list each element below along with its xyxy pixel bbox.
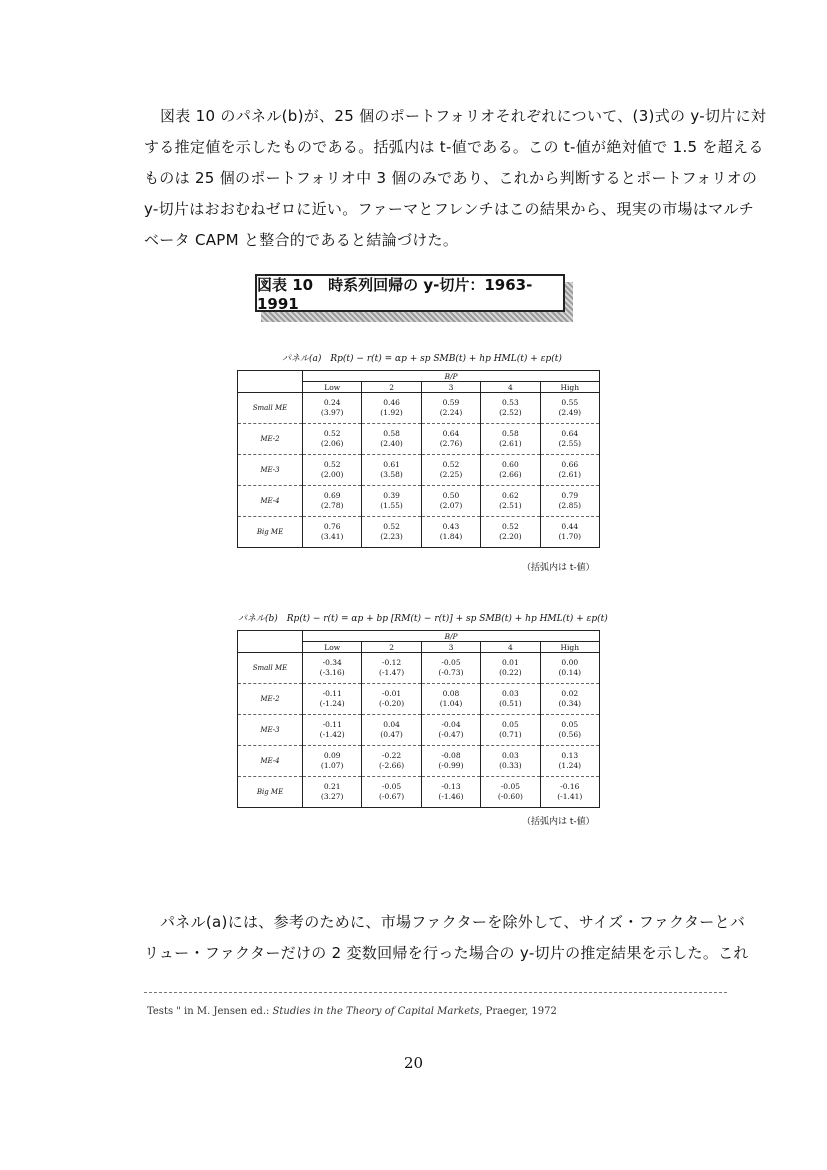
estimate-value: -0.22 bbox=[381, 751, 402, 760]
table-cell bbox=[362, 777, 421, 808]
corner-cell bbox=[238, 371, 303, 393]
t-value: (3.41) bbox=[320, 532, 344, 541]
estimate-value: 0.24 bbox=[323, 398, 341, 407]
table-row bbox=[238, 653, 600, 684]
t-value: (-1.42) bbox=[319, 730, 345, 739]
table-cell bbox=[540, 777, 599, 808]
column-header: Low bbox=[303, 642, 362, 653]
table-cell bbox=[303, 455, 362, 486]
table-cell bbox=[303, 746, 362, 777]
table-cell bbox=[362, 517, 421, 548]
estimate-value: 0.59 bbox=[442, 398, 460, 407]
estimate-value: 0.52 bbox=[323, 429, 341, 438]
table-cell bbox=[421, 746, 480, 777]
estimate-value: 0.39 bbox=[383, 491, 400, 500]
estimate-value: -0.01 bbox=[381, 689, 402, 698]
table-cell bbox=[481, 684, 540, 715]
estimate-value: 0.76 bbox=[323, 522, 341, 531]
row-label: ME-4 bbox=[238, 746, 303, 777]
t-value: (-1.47) bbox=[379, 668, 405, 677]
table-cell bbox=[421, 777, 480, 808]
paragraph-line: ベータ CAPM と整合的であると結論づけた。 bbox=[144, 231, 459, 249]
estimate-value: 0.44 bbox=[561, 522, 579, 531]
estimate-value: 0.52 bbox=[442, 460, 460, 469]
table-row bbox=[238, 715, 600, 746]
table-cell bbox=[362, 455, 421, 486]
row-label: Small ME bbox=[238, 653, 303, 684]
estimate-value: 0.66 bbox=[561, 460, 579, 469]
t-value: (-2.66) bbox=[379, 761, 405, 770]
table-cell bbox=[540, 684, 599, 715]
panel-a-table bbox=[237, 370, 600, 548]
estimate-value: -0.11 bbox=[322, 689, 342, 698]
table-cell bbox=[303, 393, 362, 424]
table-cell bbox=[303, 486, 362, 517]
t-value: (0.56) bbox=[558, 730, 582, 739]
row-label: Big ME bbox=[238, 517, 303, 548]
table-cell bbox=[421, 455, 480, 486]
table-cell bbox=[303, 684, 362, 715]
estimate-value: 0.52 bbox=[323, 460, 341, 469]
table-cell bbox=[362, 393, 421, 424]
t-value: (0.51) bbox=[499, 699, 522, 708]
t-value: (1.70) bbox=[558, 532, 582, 541]
table-cell bbox=[540, 746, 599, 777]
estimate-value: 0.00 bbox=[561, 658, 579, 667]
panel-b-table bbox=[237, 630, 600, 808]
t-value: (-0.73) bbox=[438, 668, 464, 677]
paragraph-line: 図表 10 のパネル(b)が、25 個のポートフォリオそれぞれについて、(3)式の y-切片に対 bbox=[160, 107, 767, 125]
table-cell bbox=[421, 653, 480, 684]
bottom-paragraph bbox=[144, 907, 749, 969]
estimate-value: 0.21 bbox=[323, 782, 341, 791]
estimate-value: 0.60 bbox=[502, 460, 519, 469]
paragraph-line: リュー・ファクターだけの 2 変数回帰を行った場合の y-切片の推定結果を示した。これ bbox=[144, 944, 749, 962]
table-row bbox=[238, 393, 600, 424]
table-row bbox=[238, 486, 600, 517]
estimate-value: 0.53 bbox=[502, 398, 519, 407]
table-cell bbox=[421, 486, 480, 517]
panel-a-note: （括弧内は t-値） bbox=[522, 563, 595, 573]
table-row bbox=[238, 455, 600, 486]
table-cell bbox=[481, 517, 540, 548]
t-value: (2.55) bbox=[558, 439, 582, 448]
estimate-value: 0.01 bbox=[502, 658, 519, 667]
t-value: (0.71) bbox=[499, 730, 522, 739]
table-cell bbox=[540, 653, 599, 684]
t-value: (-0.60) bbox=[497, 792, 523, 801]
panel-a-equation: パネル(a) Rp(t) − r(t) = αp + sp SMB(t) + hp HML(t) + εp(t) bbox=[282, 354, 562, 364]
t-value: (1.92) bbox=[380, 408, 403, 417]
row-label: ME-3 bbox=[238, 715, 303, 746]
footnote-prefix: Tests " in M. Jensen ed.: bbox=[147, 1006, 273, 1017]
footnote-suffix: , Praeger, 1972 bbox=[479, 1006, 557, 1017]
column-header: 3 bbox=[421, 642, 480, 653]
paragraph-line: ものは 25 個のポートフォリオ中 3 個のみであり、これから判断するとポートフォリオの bbox=[144, 169, 758, 187]
table-cell bbox=[481, 486, 540, 517]
table-cell bbox=[303, 715, 362, 746]
footnote-book-title: Studies in the Theory of Capital Markets bbox=[272, 1006, 480, 1017]
table-cell bbox=[362, 715, 421, 746]
t-value: (2.00) bbox=[320, 470, 344, 479]
estimate-value: 0.62 bbox=[502, 491, 519, 500]
table-cell bbox=[481, 715, 540, 746]
estimate-value: -0.16 bbox=[560, 782, 580, 791]
estimate-value: 0.05 bbox=[502, 720, 519, 729]
estimate-value: 0.03 bbox=[502, 751, 519, 760]
t-value: (2.52) bbox=[499, 408, 522, 417]
t-value: (2.23) bbox=[380, 532, 403, 541]
table-cell bbox=[362, 653, 421, 684]
table-cell bbox=[540, 486, 599, 517]
t-value: (-0.20) bbox=[379, 699, 405, 708]
estimate-value: 0.08 bbox=[442, 689, 460, 698]
row-label: Small ME bbox=[238, 393, 303, 424]
table-cell bbox=[481, 777, 540, 808]
estimate-value: 0.58 bbox=[502, 429, 519, 438]
estimate-value: -0.11 bbox=[322, 720, 342, 729]
table-row bbox=[238, 777, 600, 808]
table-row bbox=[238, 746, 600, 777]
estimate-value: 0.52 bbox=[383, 522, 400, 531]
table-cell bbox=[540, 715, 599, 746]
table-cell bbox=[303, 424, 362, 455]
estimate-value: 0.02 bbox=[561, 689, 579, 698]
t-value: (1.07) bbox=[320, 761, 344, 770]
t-value: (3.58) bbox=[380, 470, 403, 479]
estimate-value: 0.64 bbox=[442, 429, 460, 438]
t-value: (2.25) bbox=[439, 470, 463, 479]
t-value: (2.66) bbox=[499, 470, 522, 479]
estimate-value: 0.46 bbox=[383, 398, 400, 407]
t-value: (1.84) bbox=[439, 532, 463, 541]
panel-b-equation: パネル(b) Rp(t) − r(t) = αp + bp [RM(t) − r(t)] + sp SMB(t) + hp HML(t) + εp(t) bbox=[238, 614, 608, 624]
t-value: (-0.47) bbox=[438, 730, 464, 739]
table-cell bbox=[421, 715, 480, 746]
column-header: 2 bbox=[362, 642, 421, 653]
estimate-value: 0.05 bbox=[561, 720, 579, 729]
column-header: 3 bbox=[421, 382, 480, 393]
estimate-value: 0.13 bbox=[561, 751, 579, 760]
column-header: High bbox=[540, 382, 599, 393]
t-value: (0.34) bbox=[558, 699, 582, 708]
t-value: (2.07) bbox=[439, 501, 463, 510]
table-cell bbox=[421, 684, 480, 715]
table-cell bbox=[362, 746, 421, 777]
footnote bbox=[147, 1006, 557, 1017]
figure-title-banner bbox=[255, 274, 571, 318]
estimate-value: -0.05 bbox=[500, 782, 520, 791]
footnote-rule bbox=[144, 992, 727, 993]
row-label: Big ME bbox=[238, 777, 303, 808]
table-row bbox=[238, 517, 600, 548]
table-cell bbox=[481, 455, 540, 486]
t-value: (-1.41) bbox=[557, 792, 583, 801]
t-value: (2.24) bbox=[439, 408, 463, 417]
column-header: 4 bbox=[481, 382, 540, 393]
t-value: (2.61) bbox=[499, 439, 522, 448]
column-header: Low bbox=[303, 382, 362, 393]
t-value: (0.33) bbox=[499, 761, 522, 770]
table-cell bbox=[362, 684, 421, 715]
table-cell bbox=[421, 424, 480, 455]
t-value: (-1.46) bbox=[438, 792, 464, 801]
estimate-value: 0.03 bbox=[502, 689, 519, 698]
table-cell bbox=[540, 517, 599, 548]
table-cell bbox=[481, 653, 540, 684]
t-value: (0.47) bbox=[380, 730, 403, 739]
estimate-value: 0.69 bbox=[323, 491, 341, 500]
table-cell bbox=[540, 424, 599, 455]
estimate-value: 0.61 bbox=[383, 460, 400, 469]
t-value: (1.04) bbox=[439, 699, 463, 708]
t-value: (2.49) bbox=[558, 408, 582, 417]
corner-cell bbox=[238, 631, 303, 653]
t-value: (2.85) bbox=[558, 501, 582, 510]
top-paragraph bbox=[144, 101, 767, 256]
t-value: (1.55) bbox=[380, 501, 403, 510]
paragraph-line: する推定値を示したものである。括弧内は t-値である。この t-値が絶対値で 1.5 を超える bbox=[144, 138, 764, 156]
t-value: (2.76) bbox=[439, 439, 463, 448]
paragraph-line: パネル(a)には、参考のために、市場ファクターを除外して、サイズ・ファクターとバ bbox=[160, 913, 746, 931]
table-row bbox=[238, 684, 600, 715]
bp-header: B/P bbox=[303, 631, 600, 642]
estimate-value: 0.43 bbox=[442, 522, 460, 531]
t-value: (2.20) bbox=[499, 532, 522, 541]
t-value: (-0.67) bbox=[379, 792, 405, 801]
estimate-value: 0.58 bbox=[383, 429, 400, 438]
row-label: ME-2 bbox=[238, 424, 303, 455]
table-cell bbox=[421, 517, 480, 548]
estimate-value: 0.09 bbox=[323, 751, 341, 760]
table-cell bbox=[362, 424, 421, 455]
estimate-value: -0.12 bbox=[381, 658, 402, 667]
page-number: 20 bbox=[403, 1054, 424, 1072]
column-header: 4 bbox=[481, 642, 540, 653]
t-value: (0.22) bbox=[499, 668, 522, 677]
estimate-value: 0.52 bbox=[502, 522, 519, 531]
table-cell bbox=[481, 746, 540, 777]
t-value: (2.61) bbox=[558, 470, 582, 479]
estimate-value: 0.55 bbox=[561, 398, 579, 407]
panel-b-note: （括弧内は t-値） bbox=[522, 817, 595, 827]
t-value: (0.14) bbox=[558, 668, 582, 677]
estimate-value: -0.05 bbox=[381, 782, 402, 791]
estimate-value: 0.79 bbox=[561, 491, 579, 500]
t-value: (2.40) bbox=[380, 439, 403, 448]
t-value: (2.06) bbox=[320, 439, 344, 448]
table-cell bbox=[481, 393, 540, 424]
estimate-value: -0.13 bbox=[441, 782, 461, 791]
row-label: ME-2 bbox=[238, 684, 303, 715]
estimate-value: 0.64 bbox=[561, 429, 579, 438]
table-cell bbox=[362, 486, 421, 517]
estimate-value: 0.04 bbox=[383, 720, 400, 729]
t-value: (2.78) bbox=[320, 501, 344, 510]
t-value: (3.97) bbox=[320, 408, 344, 417]
table-cell bbox=[303, 517, 362, 548]
estimate-value: 0.50 bbox=[442, 491, 460, 500]
table-cell bbox=[481, 424, 540, 455]
t-value: (3.27) bbox=[320, 792, 344, 801]
row-label: ME-3 bbox=[238, 455, 303, 486]
column-header: High bbox=[540, 642, 599, 653]
figure-title: 図表 10 時系列回帰の y-切片：1963-1991 bbox=[255, 274, 565, 312]
estimate-value: -0.08 bbox=[441, 751, 461, 760]
t-value: (1.24) bbox=[558, 761, 582, 770]
table-row bbox=[238, 424, 600, 455]
table-cell bbox=[303, 653, 362, 684]
table-cell bbox=[421, 393, 480, 424]
t-value: (2.51) bbox=[499, 501, 522, 510]
table-cell bbox=[540, 393, 599, 424]
t-value: (-1.24) bbox=[319, 699, 345, 708]
t-value: (-3.16) bbox=[319, 668, 345, 677]
table-cell bbox=[540, 455, 599, 486]
row-label: ME-4 bbox=[238, 486, 303, 517]
t-value: (-0.99) bbox=[438, 761, 464, 770]
estimate-value: -0.04 bbox=[441, 720, 461, 729]
column-header: 2 bbox=[362, 382, 421, 393]
estimate-value: -0.05 bbox=[441, 658, 461, 667]
table-cell bbox=[303, 777, 362, 808]
bp-header: B/P bbox=[303, 371, 600, 382]
paragraph-line: y-切片はおおむねゼロに近い。ファーマとフレンチはこの結果から、現実の市場はマルチ bbox=[144, 200, 755, 218]
estimate-value: -0.34 bbox=[322, 658, 342, 667]
